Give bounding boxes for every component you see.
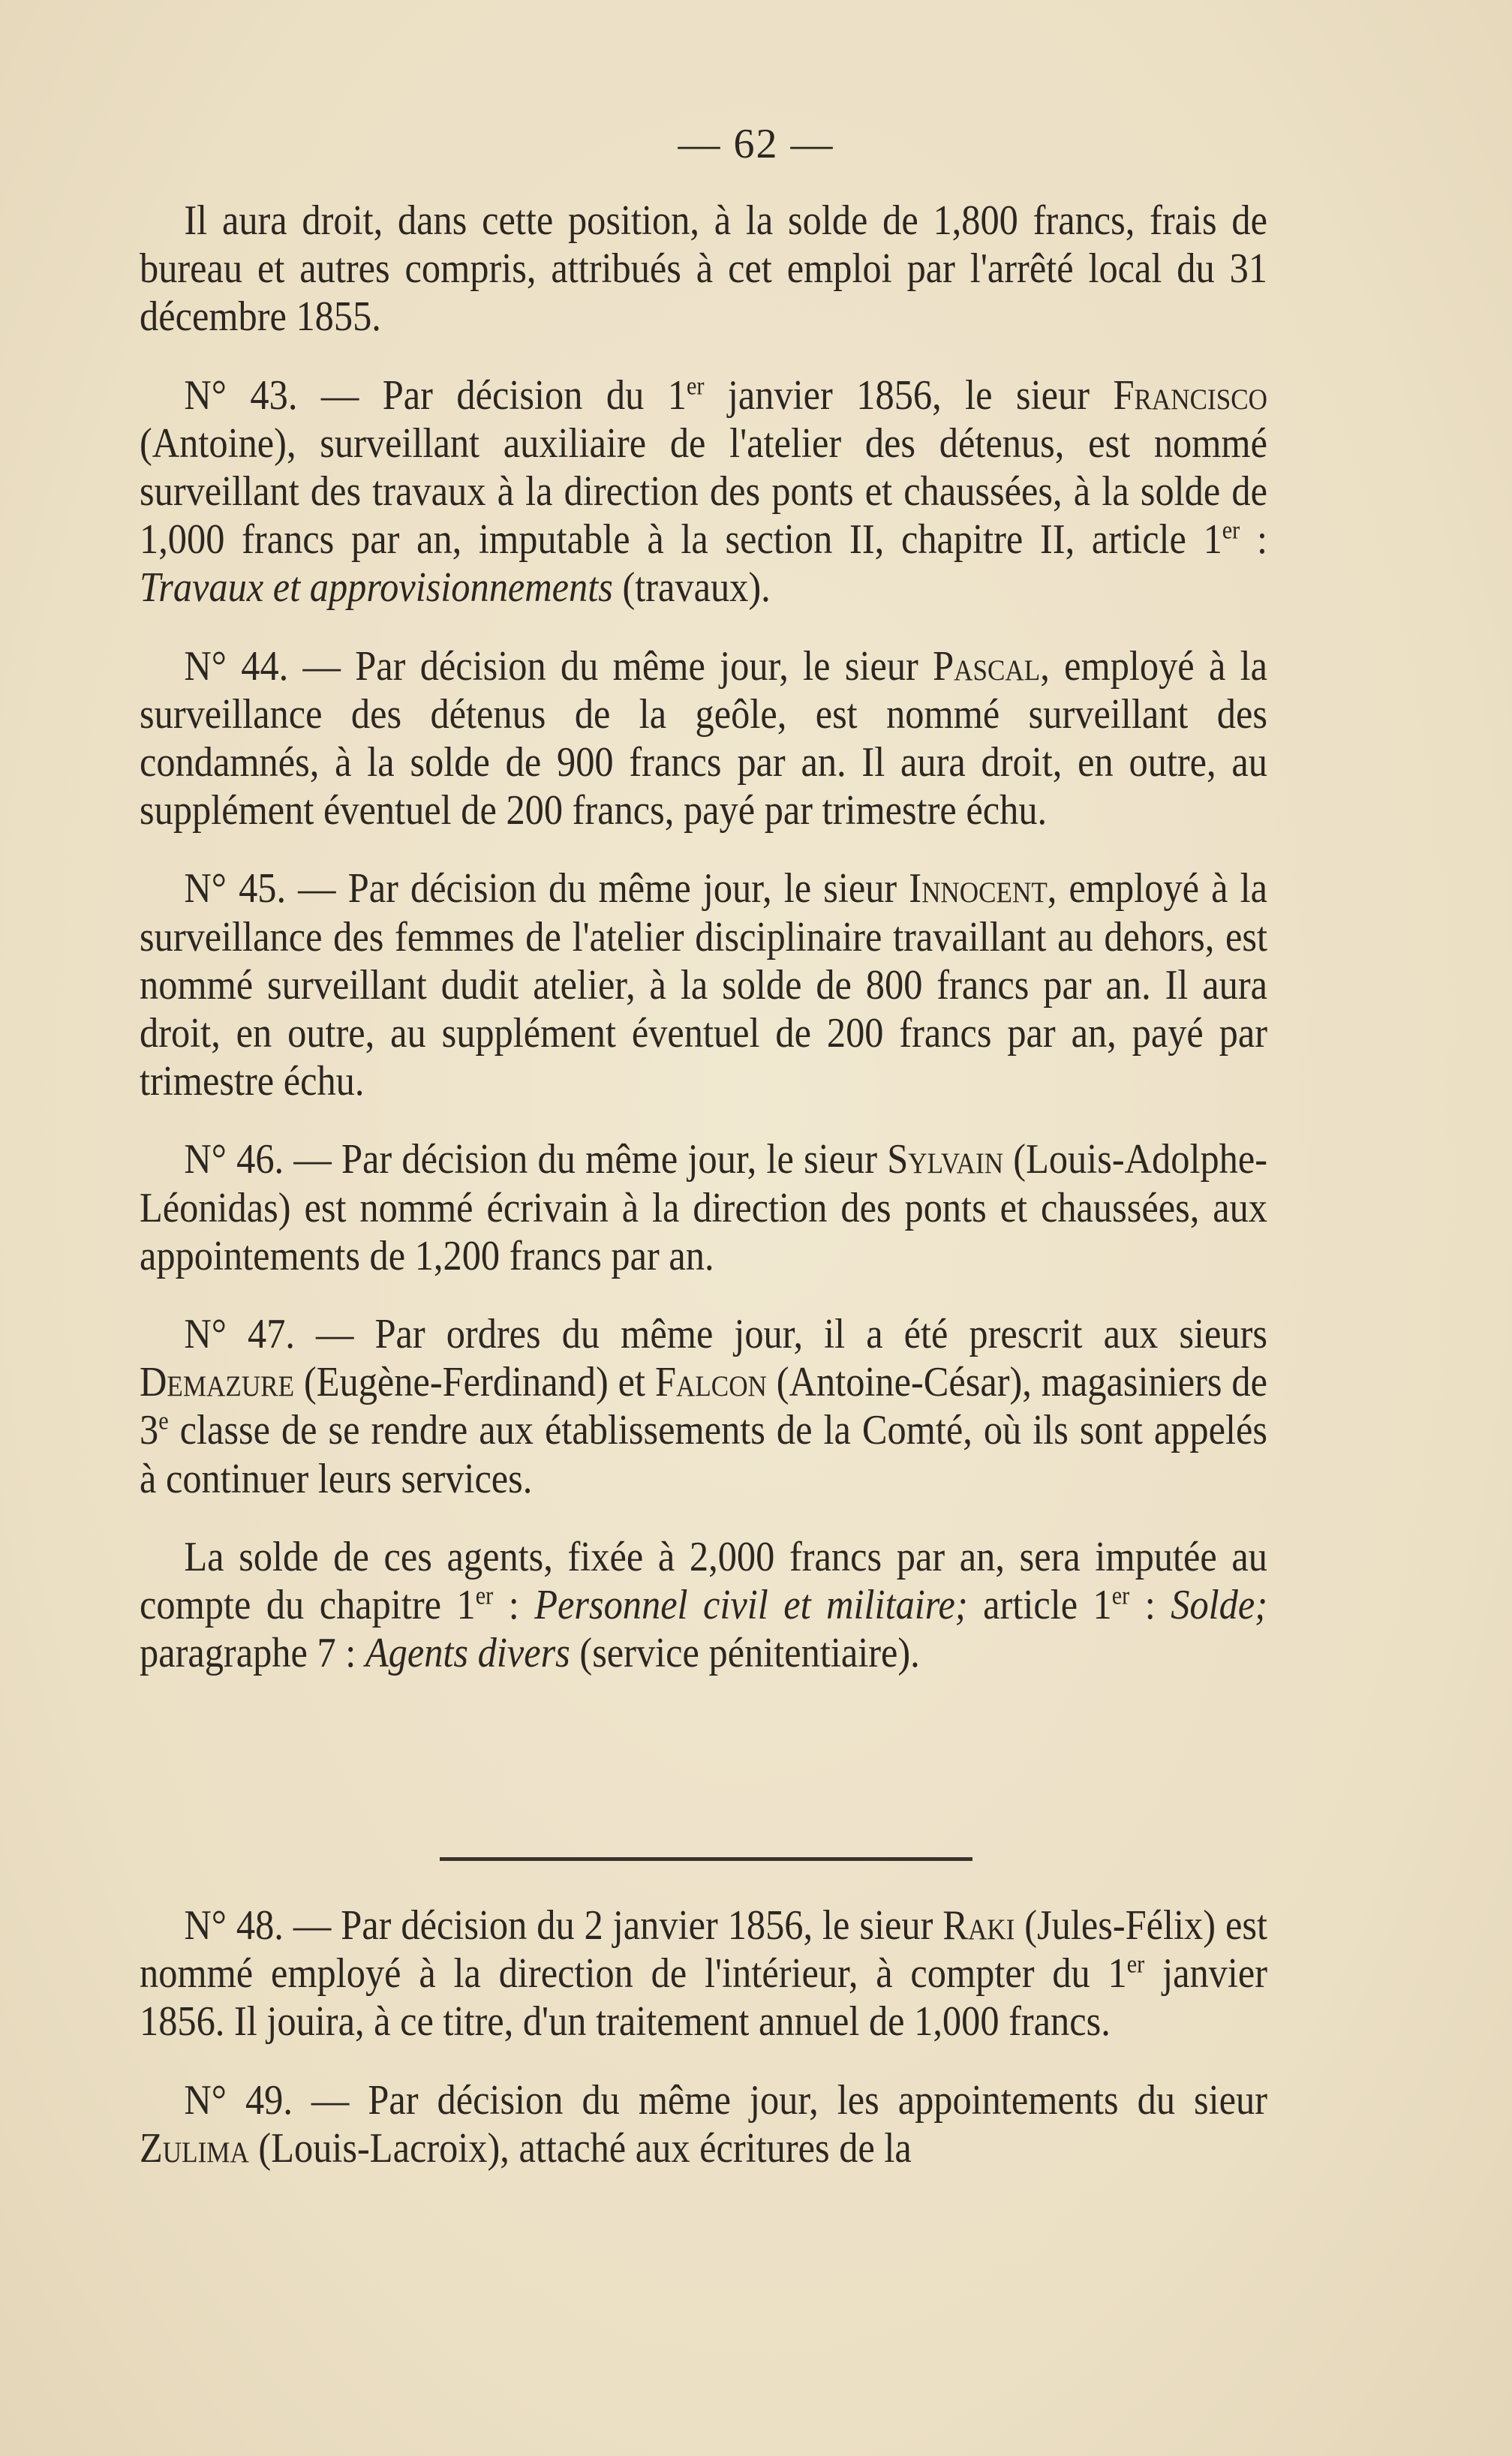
person-name: Sylvain [887, 1136, 1004, 1183]
text: (Antoine), surveillant auxiliaire de l'atelier des détenus, est nommé surveillant des travaux à la direction des ponts et chaussées, à la solde de 1,000 francs par an, imputable à la section II, chapitre II, article 1 [140, 419, 1267, 564]
text: N° 43. — Par décision du 1 [184, 371, 687, 419]
superscript: er [1222, 516, 1240, 545]
text: classe de se rendre aux établissements de la Comté, où ils sont appelés à continuer leurs services. [140, 1407, 1268, 1502]
text: , employé à la surveillance des femmes de l'atelier disciplinaire travaillant au dehors, est nommé surveillant dudit atelier, à la solde de 800 francs par an. Il aura droit, en outre, au supplément éventuel de 200 francs par an, payé par trimestre échu. [140, 865, 1267, 1105]
paragraph-continuation [140, 197, 1267, 341]
text: (Louis-Lacroix), attaché aux écritures de la [248, 2124, 912, 2172]
text: janvier 1856. Il jouira, à ce titre, d'un traitement annuel de 1,000 francs. [140, 1950, 1267, 2046]
text: , employé à la surveillance des détenus de la geôle, est nommé surveillant des condamnés, à la solde de 900 francs par an. Il aura droit, en outre, au supplément éventuel de 200 francs, payé par trimestre échu. [140, 642, 1267, 834]
paragraph-47-continued [140, 1533, 1267, 1678]
text: paragraphe 7 : [140, 1630, 365, 1677]
text: article 1 [967, 1582, 1112, 1629]
text: (Antoine-César), magasiniers de 3 [140, 1359, 1267, 1454]
text: N° 44. — Par décision du même jour, le sieur [184, 642, 933, 690]
page-number: — 62 — [678, 121, 834, 167]
text-body-lower [140, 1901, 1267, 2202]
superscript: er [1126, 1950, 1145, 1979]
superscript: e [158, 1407, 169, 1435]
text: La solde de ces agents, fixée à 2,000 francs par an, sera imputée au compte du chapitre 1 [140, 1533, 1267, 1629]
text: N° 46. — Par décision du même jour, le sieur [184, 1136, 888, 1183]
text: (Eugène-Ferdinand) et [294, 1359, 655, 1406]
text: janvier 1856, le sieur [704, 371, 1114, 419]
paragraph-45 [140, 864, 1267, 1105]
text: : [493, 1582, 535, 1629]
paragraph-48 [140, 1901, 1267, 2046]
text: N° 49. — Par décision du même jour, les appointements du sieur [184, 2076, 1267, 2124]
person-name: Pascal [933, 642, 1041, 690]
paragraph-49 [140, 2076, 1267, 2172]
text: Il aura droit, dans cette position, à la solde de 1,800 francs, frais de bureau et autres compris, attribués à cet emploi par l'arrêté local du 31 décembre 1855. [140, 197, 1267, 341]
italic-text: Solde; [1171, 1582, 1267, 1629]
text: N° 48. — Par décision du 2 janvier 1856, le sieur [184, 1902, 943, 1949]
paragraph-47 [140, 1310, 1267, 1503]
text: : [1240, 516, 1268, 564]
superscript: er [686, 371, 705, 400]
text: (Jules-Félix) est nommé employé à la direction de l'intérieur, à compter du 1 [140, 1902, 1267, 1998]
text-body [140, 197, 1267, 1707]
paragraph-43 [140, 371, 1267, 612]
text: (travaux). [612, 564, 771, 612]
paragraph-46 [140, 1135, 1267, 1280]
text: N° 45. — Par décision du même jour, le sieur [184, 865, 909, 912]
person-name: Zulima [140, 2124, 249, 2172]
person-name: Francisco [1113, 371, 1267, 419]
person-name: Falcon [654, 1359, 767, 1406]
superscript: er [475, 1582, 494, 1610]
person-name: Demazure [140, 1359, 295, 1406]
section-divider [440, 1857, 972, 1861]
paragraph-44 [140, 642, 1267, 835]
person-name: Innocent [909, 865, 1048, 912]
italic-text: Travaux et approvisionnements [140, 564, 613, 612]
italic-text: Agents divers [365, 1630, 570, 1677]
text: (service pénitentiaire). [570, 1630, 920, 1677]
italic-text: Personnel civil et militaire; [534, 1582, 968, 1629]
text: N° 47. — Par ordres du même jour, il a été prescrit aux sieurs [184, 1311, 1267, 1358]
text: (Louis-Adolphe-Léonidas) est nommé écrivain à la direction des ponts et chaussées, aux appointements de 1,200 francs par an. [140, 1136, 1268, 1279]
superscript: er [1111, 1582, 1130, 1610]
person-name: Raki [942, 1902, 1015, 1949]
text: : [1129, 1582, 1171, 1629]
